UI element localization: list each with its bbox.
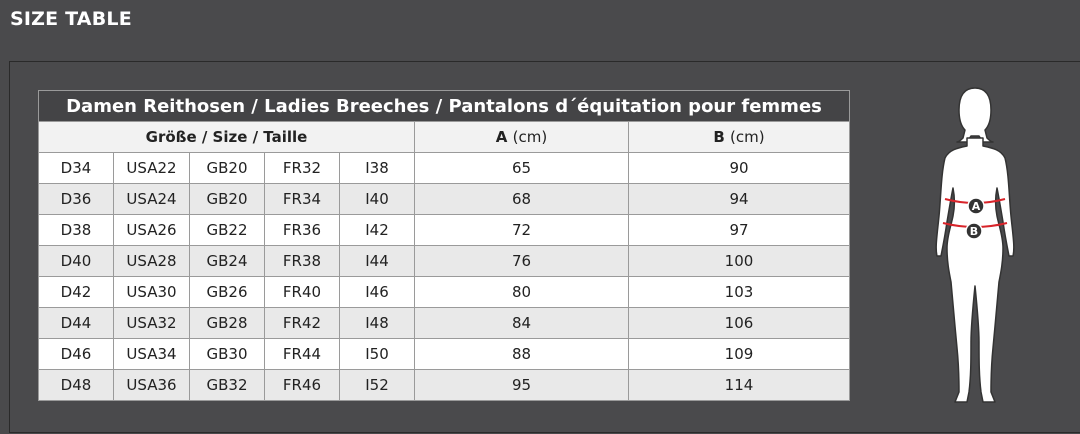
measure-b-cell: 114: [629, 370, 850, 401]
size-fr-cell: FR40: [265, 277, 340, 308]
measure-a-cell: 65: [415, 153, 629, 184]
measure-b-column-header: B (cm): [629, 122, 850, 153]
size-us-cell: USA28: [114, 246, 190, 277]
size-gb-cell: GB30: [190, 339, 265, 370]
size-gb-cell: GB32: [190, 370, 265, 401]
measure-a-cell: 88: [415, 339, 629, 370]
size-column-header: Größe / Size / Taille: [39, 122, 415, 153]
size-gb-cell: GB28: [190, 308, 265, 339]
measure-a-column-header: A (cm): [415, 122, 629, 153]
body-silhouette-figure: [915, 86, 1035, 412]
measure-a-cell: 68: [415, 184, 629, 215]
size-fr-cell: FR32: [265, 153, 340, 184]
size-de-cell: D36: [39, 184, 114, 215]
measure-b-cell: 100: [629, 246, 850, 277]
table-row: [39, 246, 850, 277]
table-row: [39, 370, 850, 401]
size-it-cell: I48: [340, 308, 415, 339]
size-it-cell: I50: [340, 339, 415, 370]
size-us-cell: USA22: [114, 153, 190, 184]
table-row: [39, 339, 850, 370]
size-fr-cell: FR38: [265, 246, 340, 277]
table-row: [39, 153, 850, 184]
size-de-cell: D44: [39, 308, 114, 339]
measure-b-cell: 106: [629, 308, 850, 339]
measure-a-cell: 80: [415, 277, 629, 308]
measure-b-cell: 97: [629, 215, 850, 246]
measure-a-cell: 72: [415, 215, 629, 246]
size-de-cell: D38: [39, 215, 114, 246]
marker-b-label: B: [969, 225, 979, 238]
size-us-cell: USA32: [114, 308, 190, 339]
size-us-cell: USA26: [114, 215, 190, 246]
size-it-cell: I38: [340, 153, 415, 184]
size-fr-cell: FR44: [265, 339, 340, 370]
silhouette-body: [936, 88, 1014, 402]
size-gb-cell: GB26: [190, 277, 265, 308]
size-de-cell: D40: [39, 246, 114, 277]
size-gb-cell: GB20: [190, 184, 265, 215]
measure-b-cell: 94: [629, 184, 850, 215]
marker-a-label: A: [971, 200, 981, 213]
table-row: [39, 215, 850, 246]
size-fr-cell: FR34: [265, 184, 340, 215]
size-fr-cell: FR42: [265, 308, 340, 339]
size-it-cell: I46: [340, 277, 415, 308]
table-row: [39, 184, 850, 215]
size-gb-cell: GB22: [190, 215, 265, 246]
size-de-cell: D48: [39, 370, 114, 401]
size-table: [38, 90, 850, 401]
size-us-cell: USA30: [114, 277, 190, 308]
table-row: [39, 308, 850, 339]
measure-b-cell: 90: [629, 153, 850, 184]
measure-a-cell: 95: [415, 370, 629, 401]
size-it-cell: I42: [340, 215, 415, 246]
size-gb-cell: GB20: [190, 153, 265, 184]
page-title: SIZE TABLE: [10, 8, 132, 30]
measure-a-cell: 84: [415, 308, 629, 339]
size-de-cell: D46: [39, 339, 114, 370]
size-de-cell: D42: [39, 277, 114, 308]
measure-b-cell: 103: [629, 277, 850, 308]
size-gb-cell: GB24: [190, 246, 265, 277]
size-it-cell: I44: [340, 246, 415, 277]
table-row: [39, 277, 850, 308]
size-it-cell: I40: [340, 184, 415, 215]
measure-a-cell: 76: [415, 246, 629, 277]
size-us-cell: USA24: [114, 184, 190, 215]
size-fr-cell: FR36: [265, 215, 340, 246]
size-us-cell: USA34: [114, 339, 190, 370]
size-fr-cell: FR46: [265, 370, 340, 401]
size-de-cell: D34: [39, 153, 114, 184]
size-us-cell: USA36: [114, 370, 190, 401]
table-title: Damen Reithosen / Ladies Breeches / Pantalons d´équitation pour femmes: [39, 91, 850, 122]
measure-b-cell: 109: [629, 339, 850, 370]
size-it-cell: I52: [340, 370, 415, 401]
